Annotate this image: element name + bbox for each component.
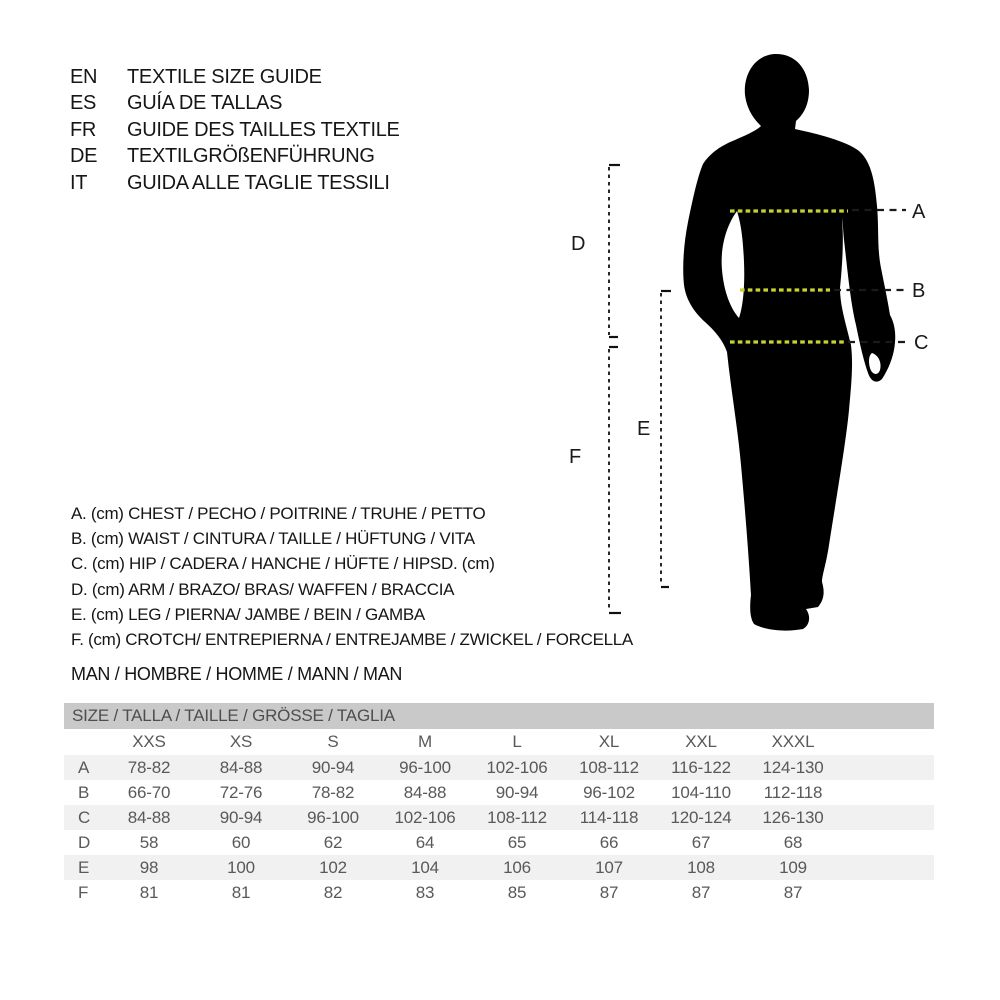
cell: 68 (783, 832, 803, 852)
measure-label-a: A (912, 201, 926, 223)
cell: 102-106 (486, 757, 548, 777)
lang-row-fr (70, 117, 400, 144)
cell: 83 (415, 882, 435, 902)
cell: 108-112 (579, 757, 639, 777)
cell: 65 (507, 832, 527, 852)
row-label: E (78, 857, 90, 877)
measure-label-f: F (569, 446, 582, 468)
cell: 108 (687, 857, 715, 877)
col-l: L (512, 732, 522, 751)
cell: 66-70 (127, 782, 171, 802)
cell: 85 (507, 882, 527, 902)
table-row-a (64, 755, 934, 780)
lang-title: GUIDA ALLE TAGLIE TESSILI (127, 171, 390, 194)
lang-row-de (70, 144, 400, 171)
table-row-f (64, 880, 934, 905)
cell: 102 (319, 857, 347, 877)
cell: 96-102 (583, 782, 635, 802)
size-table (64, 703, 934, 905)
table-row-b (64, 780, 934, 805)
size-columns-row (64, 729, 934, 755)
size-table-header: SIZE / TALLA / TAILLE / GRÖSSE / TAGLIA (64, 703, 934, 729)
row-label: B (78, 782, 90, 802)
lang-title: TEXTILGRÖßENFÜHRUNG (127, 145, 375, 168)
table-row-e (64, 855, 934, 880)
cell: 109 (779, 857, 807, 877)
legend-item-hip: C. (cm) HIP / CADERA / HANCHE / HÜFTE / HIPSD. (cm) (71, 554, 495, 574)
cell: 104 (411, 857, 439, 877)
row-label: F (78, 882, 89, 902)
col-s: S (327, 732, 339, 751)
measure-label-b: B (912, 280, 926, 302)
row-label: C (78, 807, 91, 827)
lang-code: FR (70, 118, 97, 141)
cell: 126-130 (762, 807, 824, 827)
legend-item-waist: B. (cm) WAIST / CINTURA / TAILLE / HÜFTUNG / VITA (71, 529, 475, 549)
legend-item-leg: E. (cm) LEG / PIERNA/ JAMBE / BEIN / GAMBA (71, 604, 425, 624)
lang-title: TEXTILE SIZE GUIDE (127, 65, 322, 88)
col-xl: XL (598, 732, 620, 751)
lang-row-es (70, 91, 400, 118)
cell: 90-94 (311, 757, 355, 777)
col-xs: XS (229, 732, 253, 751)
gender-label: MAN / HOMBRE / HOMME / MANN / MAN (71, 664, 403, 684)
col-m: M (418, 732, 432, 751)
col-xxl: XXL (685, 732, 717, 751)
cell: 87 (599, 882, 619, 902)
cell: 106 (503, 857, 531, 877)
cell: 58 (139, 832, 159, 852)
legend-item-crotch: F. (cm) CROTCH/ ENTREPIERNA / ENTREJAMBE / ZWICKEL / FORCELLA (71, 630, 633, 650)
lang-code: EN (70, 65, 98, 88)
lang-code: DE (70, 145, 98, 168)
table-row-c (64, 805, 934, 830)
cell: 120-124 (670, 807, 732, 827)
measure-label-c: C (914, 332, 929, 354)
lang-row-en (70, 64, 400, 91)
row-label: A (78, 757, 90, 777)
col-xxs: XXS (132, 732, 166, 751)
cell: 64 (415, 832, 435, 852)
lang-title: GUIDE DES TAILLES TEXTILE (127, 118, 400, 141)
row-label: D (78, 832, 91, 852)
cell: 66 (599, 832, 619, 852)
cell: 90-94 (219, 807, 263, 827)
lang-code: IT (70, 171, 88, 194)
cell: 116-122 (671, 757, 731, 777)
cell: 98 (139, 857, 159, 877)
cell: 67 (691, 832, 711, 852)
cell: 102-106 (394, 807, 456, 827)
cell: 114-118 (579, 807, 639, 827)
cell: 124-130 (762, 757, 824, 777)
lang-code: ES (70, 92, 97, 115)
col-xxxl: XXXL (771, 732, 815, 751)
cell: 60 (231, 832, 251, 852)
title-language-block (70, 64, 400, 197)
cell: 84-88 (127, 807, 171, 827)
cell: 72-76 (219, 782, 263, 802)
cell: 108-112 (487, 807, 547, 827)
lang-row-it (70, 170, 400, 197)
cell: 81 (231, 882, 251, 902)
cell: 90-94 (495, 782, 539, 802)
cell: 84-88 (219, 757, 263, 777)
cell: 87 (783, 882, 803, 902)
cell: 78-82 (311, 782, 355, 802)
measure-label-e: E (637, 418, 651, 440)
cell: 84-88 (403, 782, 447, 802)
legend-item-chest: A. (cm) CHEST / PECHO / POITRINE / TRUHE / PETTO (71, 504, 486, 523)
table-row-d (64, 830, 934, 855)
legend-item-arm: D. (cm) ARM / BRAZO/ BRAS/ WAFFEN / BRACCIA (71, 579, 455, 599)
cell: 82 (323, 882, 343, 902)
cell: 78-82 (127, 757, 171, 777)
cell: 107 (595, 857, 623, 877)
cell: 100 (227, 857, 255, 877)
lang-title: GUÍA DE TALLAS (127, 92, 283, 115)
cell: 81 (139, 882, 159, 902)
measurement-legend (71, 501, 633, 652)
cell: 96-100 (399, 757, 451, 777)
cell: 87 (691, 882, 711, 902)
cell: 62 (323, 832, 343, 852)
measure-label-d: D (571, 233, 586, 255)
cell: 96-100 (307, 807, 359, 827)
cell: 112-118 (763, 782, 823, 802)
cell: 104-110 (671, 782, 731, 802)
